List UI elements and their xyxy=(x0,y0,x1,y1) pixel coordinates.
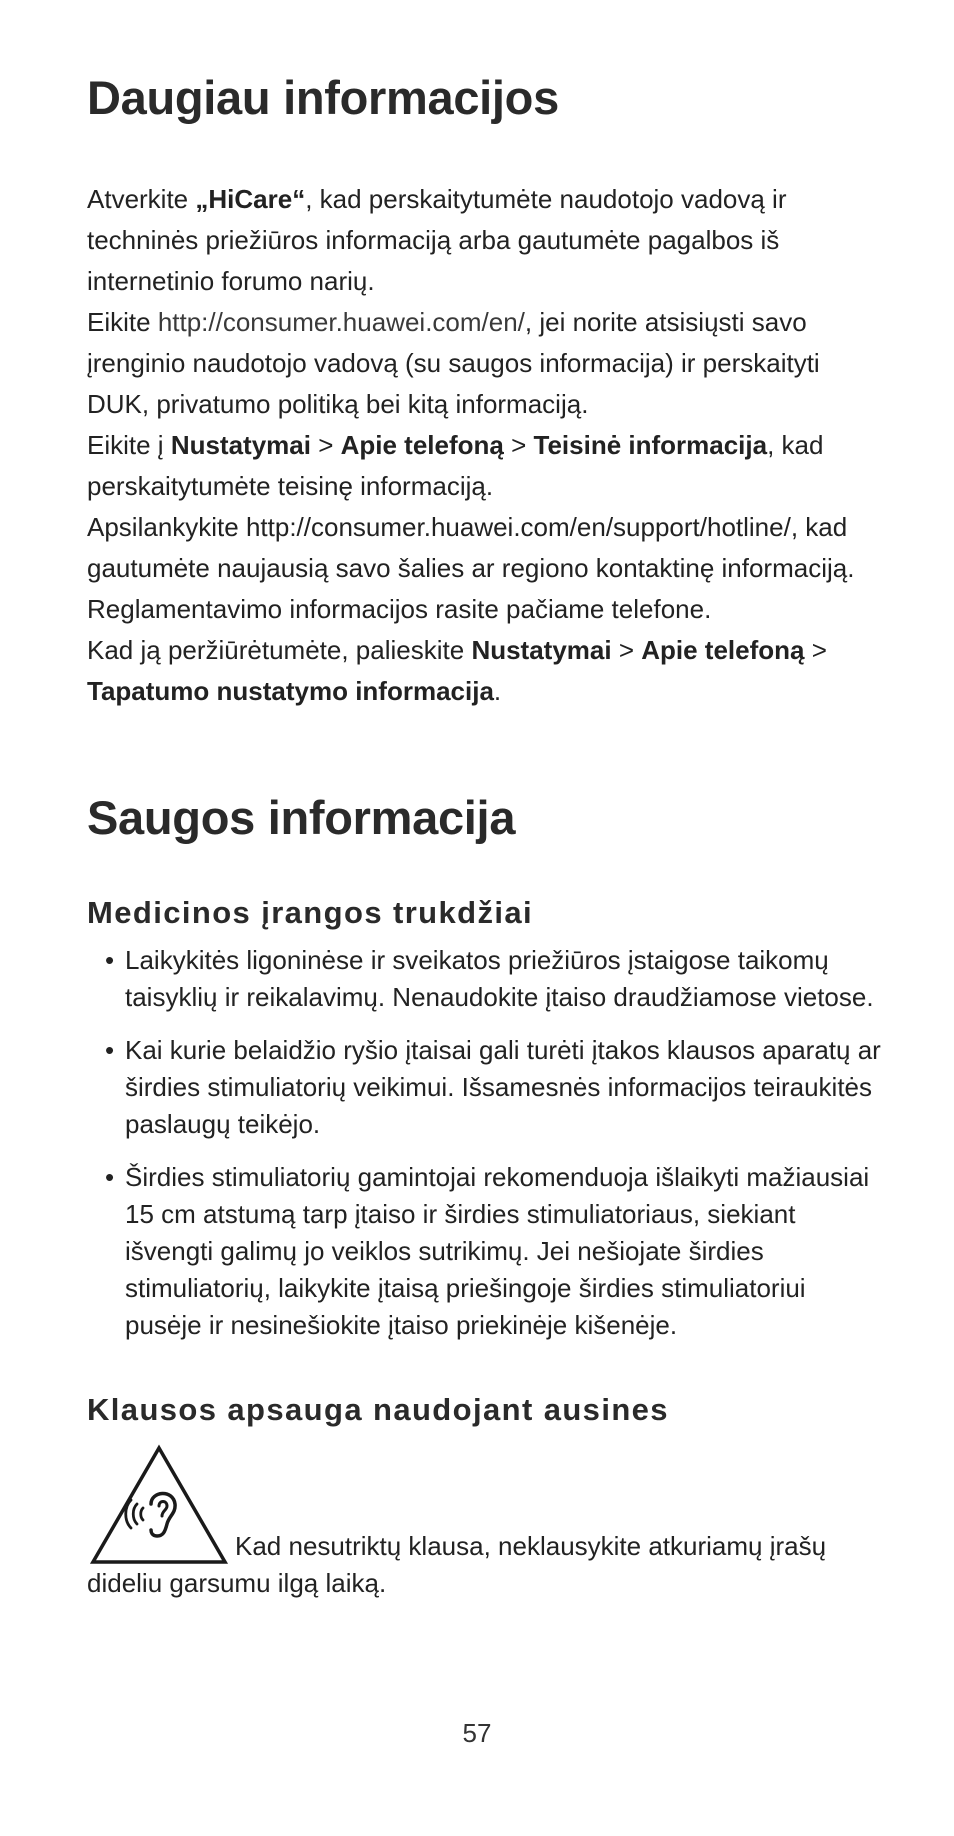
page-number: 57 xyxy=(462,1718,492,1748)
list-item xyxy=(105,942,885,1016)
intro-p1-start: Atverkite xyxy=(87,184,196,214)
menu-certification-info: Tapatumo nustatymo informacija xyxy=(87,676,494,706)
bullet: • xyxy=(105,1162,115,1192)
intro-p3-start: Eikite į xyxy=(87,430,171,460)
menu-separator: > xyxy=(611,635,642,665)
list-item-text: Kai kurie belaidžio ryšio įtaisai gali turėti įtakos klausos aparatų ar širdies stimuliatorių veikimui. Išsamesnės informacijos teiraukitės paslaugų teikėjo. xyxy=(125,1035,881,1139)
medical-bullet-list xyxy=(105,942,885,1360)
section-title-more-info: Daugiau informacijos xyxy=(87,71,559,124)
hearing-warning-text: Kad nesutriktų klausa, neklausykite atkuriamų įrašų dideliu garsumu ilgą laiką. xyxy=(87,1531,827,1598)
menu-about-phone: Apie telefoną xyxy=(340,430,504,460)
intro-p2-start: Eikite xyxy=(87,307,158,337)
hicare-app-name: „HiCare“ xyxy=(195,184,306,214)
menu-separator: > xyxy=(503,430,534,460)
intro-p2-end: , jei norite atsisiųsti savo įrenginio naudotojo vadovą (su saugos informacija) ir perskaityti DUK, privatumo politiką bei kitą informaciją. xyxy=(87,307,820,419)
intro-p6-end: . xyxy=(493,676,502,706)
menu-about-phone: Apie telefoną xyxy=(641,635,805,665)
intro-p5: Reglamentavimo informacijos rasite pačiame telefone. xyxy=(87,594,712,624)
list-item-text: Laikykitės ligoninėse ir sveikatos priežiūros įstaigose taikomų taisyklių ir reikalavimų. Nenaudokite įtaiso draudžiamose vietose. xyxy=(125,945,874,1012)
menu-settings: Nustatymai xyxy=(170,430,311,460)
intro-p6-start: Kad ją peržiūrėtumėte, palieskite xyxy=(87,635,472,665)
menu-separator: > xyxy=(310,430,341,460)
intro-p4: Apsilankykite http://consumer.huawei.com/en/support/hotline/, kad gautumėte naujausią savo šalies ar regiono kontaktinę informaciją. xyxy=(87,512,855,583)
menu-settings: Nustatymai xyxy=(471,635,612,665)
intro-text xyxy=(87,179,887,712)
list-item xyxy=(105,1032,885,1143)
bullet: • xyxy=(105,1035,115,1065)
subheading-hearing-protection: Klausos apsauga naudojant ausines xyxy=(87,1392,669,1427)
subheading-medical-interference: Medicinos įrangos trukdžiai xyxy=(87,895,534,930)
menu-separator: > xyxy=(804,635,827,665)
list-item-text: Širdies stimuliatorių gamintojai rekomenduoja išlaikyti mažiausiai 15 cm atstumą tarp įtaiso ir širdies stimuliatoriaus, siekiant išvengti galimų jo veiklos sutrikimų. Jei nešiojate širdies stimuliatorių, laikykite įtaisą priešingoje širdies stimuliatoriui pusėje ir nesinešiokite įtaiso priekinėje kišenėje. xyxy=(125,1162,870,1340)
bullet: • xyxy=(105,945,115,975)
menu-legal-info: Teisinė informacija xyxy=(533,430,768,460)
section-title-safety: Saugos informacija xyxy=(87,791,516,844)
intro-p3-end: , kad perskaitytumėte teisinę informaciją. xyxy=(87,430,824,501)
list-item xyxy=(105,1159,885,1344)
intro-p1-end: , kad perskaitytumėte naudotojo vadovą ir techninės priežiūros informaciją arba gautumėte pagalbos iš internetinio forumo narių. xyxy=(87,184,787,296)
consumer-link[interactable]: http://consumer.huawei.com/en/ xyxy=(157,307,525,337)
